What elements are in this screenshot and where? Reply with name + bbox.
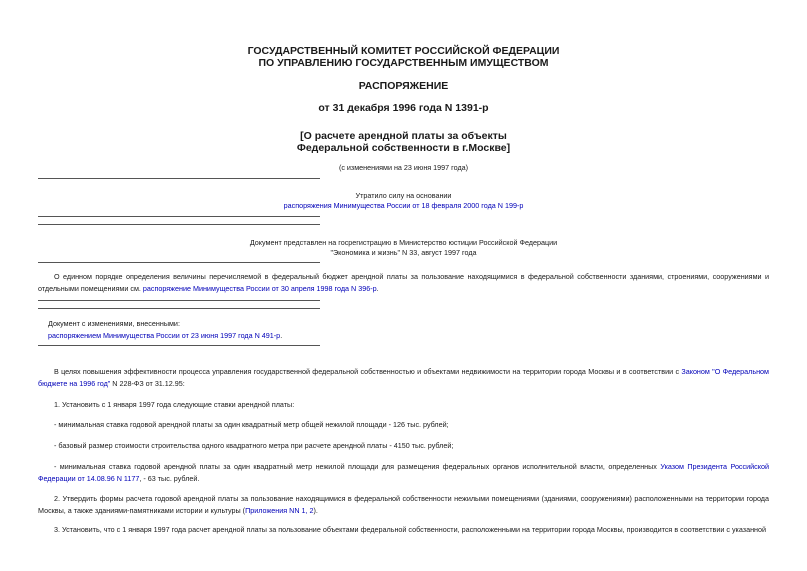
document-title-line2: Федеральной собственности в г.Москве] <box>296 142 511 154</box>
org-name-line1: ГОСУДАРСТВЕННЫЙ КОМИТЕТ РОССИЙСКОЙ ФЕДЕРАЦИИ <box>247 45 560 57</box>
bullet-3-text: - минимальная ставка годовой арендной платы за один квадратный метр нежилой площади для размещения федеральных органов исполнительной власти, определенных <box>54 462 661 471</box>
divider <box>38 224 320 225</box>
divider <box>38 345 320 346</box>
divider <box>38 308 320 309</box>
registration-line2: "Экономика и жизнь" N 33, август 1997 года <box>330 248 477 257</box>
bullet-2: - базовый размер стоимости строительства одного квадратного метра при расчете арендной платы - 4150 тыс. рублей; <box>54 441 454 450</box>
divider <box>38 300 320 301</box>
item-2-text-end: ). <box>313 506 318 515</box>
item-3: 3. Установить, что с 1 января 1997 года расчет арендной платы за пользование объектами федеральной собственности, расположенными на территории города Москвы, производится в соответствии с указанной <box>54 525 767 534</box>
see-also-text: О единном порядке определения величины перечисляемой в федеральный бюджет арендной платы за пользование находящимися в федеральной собственности зданиями, строениями, сооружениями и отдельными помещениями см. <box>38 272 769 293</box>
changes-link-line <box>48 330 779 342</box>
document-type: РАСПОРЯЖЕНИЕ <box>358 80 449 92</box>
registration-line1: Документ представлен на госрегистрацию в Министерство юстиции Российской Федерации <box>249 238 558 247</box>
item-1: 1. Установить с 1 января 1997 года следующие ставки арендной платы: <box>54 400 295 409</box>
see-also-text-end: . <box>376 284 379 293</box>
amendment-note: (с изменениями на 23 июня 1997 года) <box>338 163 469 172</box>
changes-link[interactable]: распоряжением Минимущества России от 23 июня 1997 года N 491-р <box>48 331 281 340</box>
lost-force-text: Утратило силу на основании <box>355 191 452 200</box>
see-also-paragraph <box>38 271 769 295</box>
intro-text: В целях повышения эффективности процесса управления государственной федеральной собственностью и объектами недвижимости на территории города Москвы и в соответствии с <box>54 367 682 376</box>
document-date: от 31 декабря 1996 года N 1391-р <box>318 102 489 114</box>
appendices-link[interactable]: Приложения NN 1, 2 <box>245 506 314 515</box>
presidential-decree-link[interactable]: Указом Президента Российской Федерации от 14.08.96 N 1177 <box>38 462 769 483</box>
document-title-line1: [О расчете арендной платы за объекты <box>300 130 507 142</box>
divider <box>38 216 320 217</box>
see-also-link[interactable]: распоряжение Минимущества России от 30 апреля 1998 года N 396-р <box>142 284 377 293</box>
lost-force-link[interactable]: распоряжения Минимущества России от 18 февраля 2000 года N 199-р <box>283 201 524 210</box>
divider <box>38 178 320 179</box>
divider <box>38 262 320 263</box>
item-2 <box>38 493 769 517</box>
budget-law-link[interactable]: Законом "О Федеральном бюджете на 1996 год" <box>38 367 769 388</box>
bullet-3-text-end: , - 63 тыс. рублей. <box>139 474 200 483</box>
lost-force-container <box>0 201 807 210</box>
item-2-text: 2. Утвердить формы расчета годовой арендной платы за пользование находящимися в федеральной собственности нежилыми помещениями (зданиями, сооружениями) расположенными на территории города Москвы, а также зданиями-памятниками истории и культуры ( <box>38 494 769 515</box>
org-name-line2: ПО УПРАВЛЕНИЮ ГОСУДАРСТВЕННЫМ ИМУЩЕСТВОМ <box>258 57 549 69</box>
intro-paragraph <box>38 366 769 390</box>
changes-label: Документ с изменениями, внесенными: <box>48 319 180 328</box>
bullet-1: - минимальная ставка годовой арендной платы за один квадратный метр общей нежилой площади - 126 тыс. рублей; <box>54 420 449 429</box>
intro-text-end: N 228-ФЗ от 31.12.95: <box>110 379 185 388</box>
bullet-3 <box>38 461 769 485</box>
changes-link-end: . <box>280 331 283 340</box>
